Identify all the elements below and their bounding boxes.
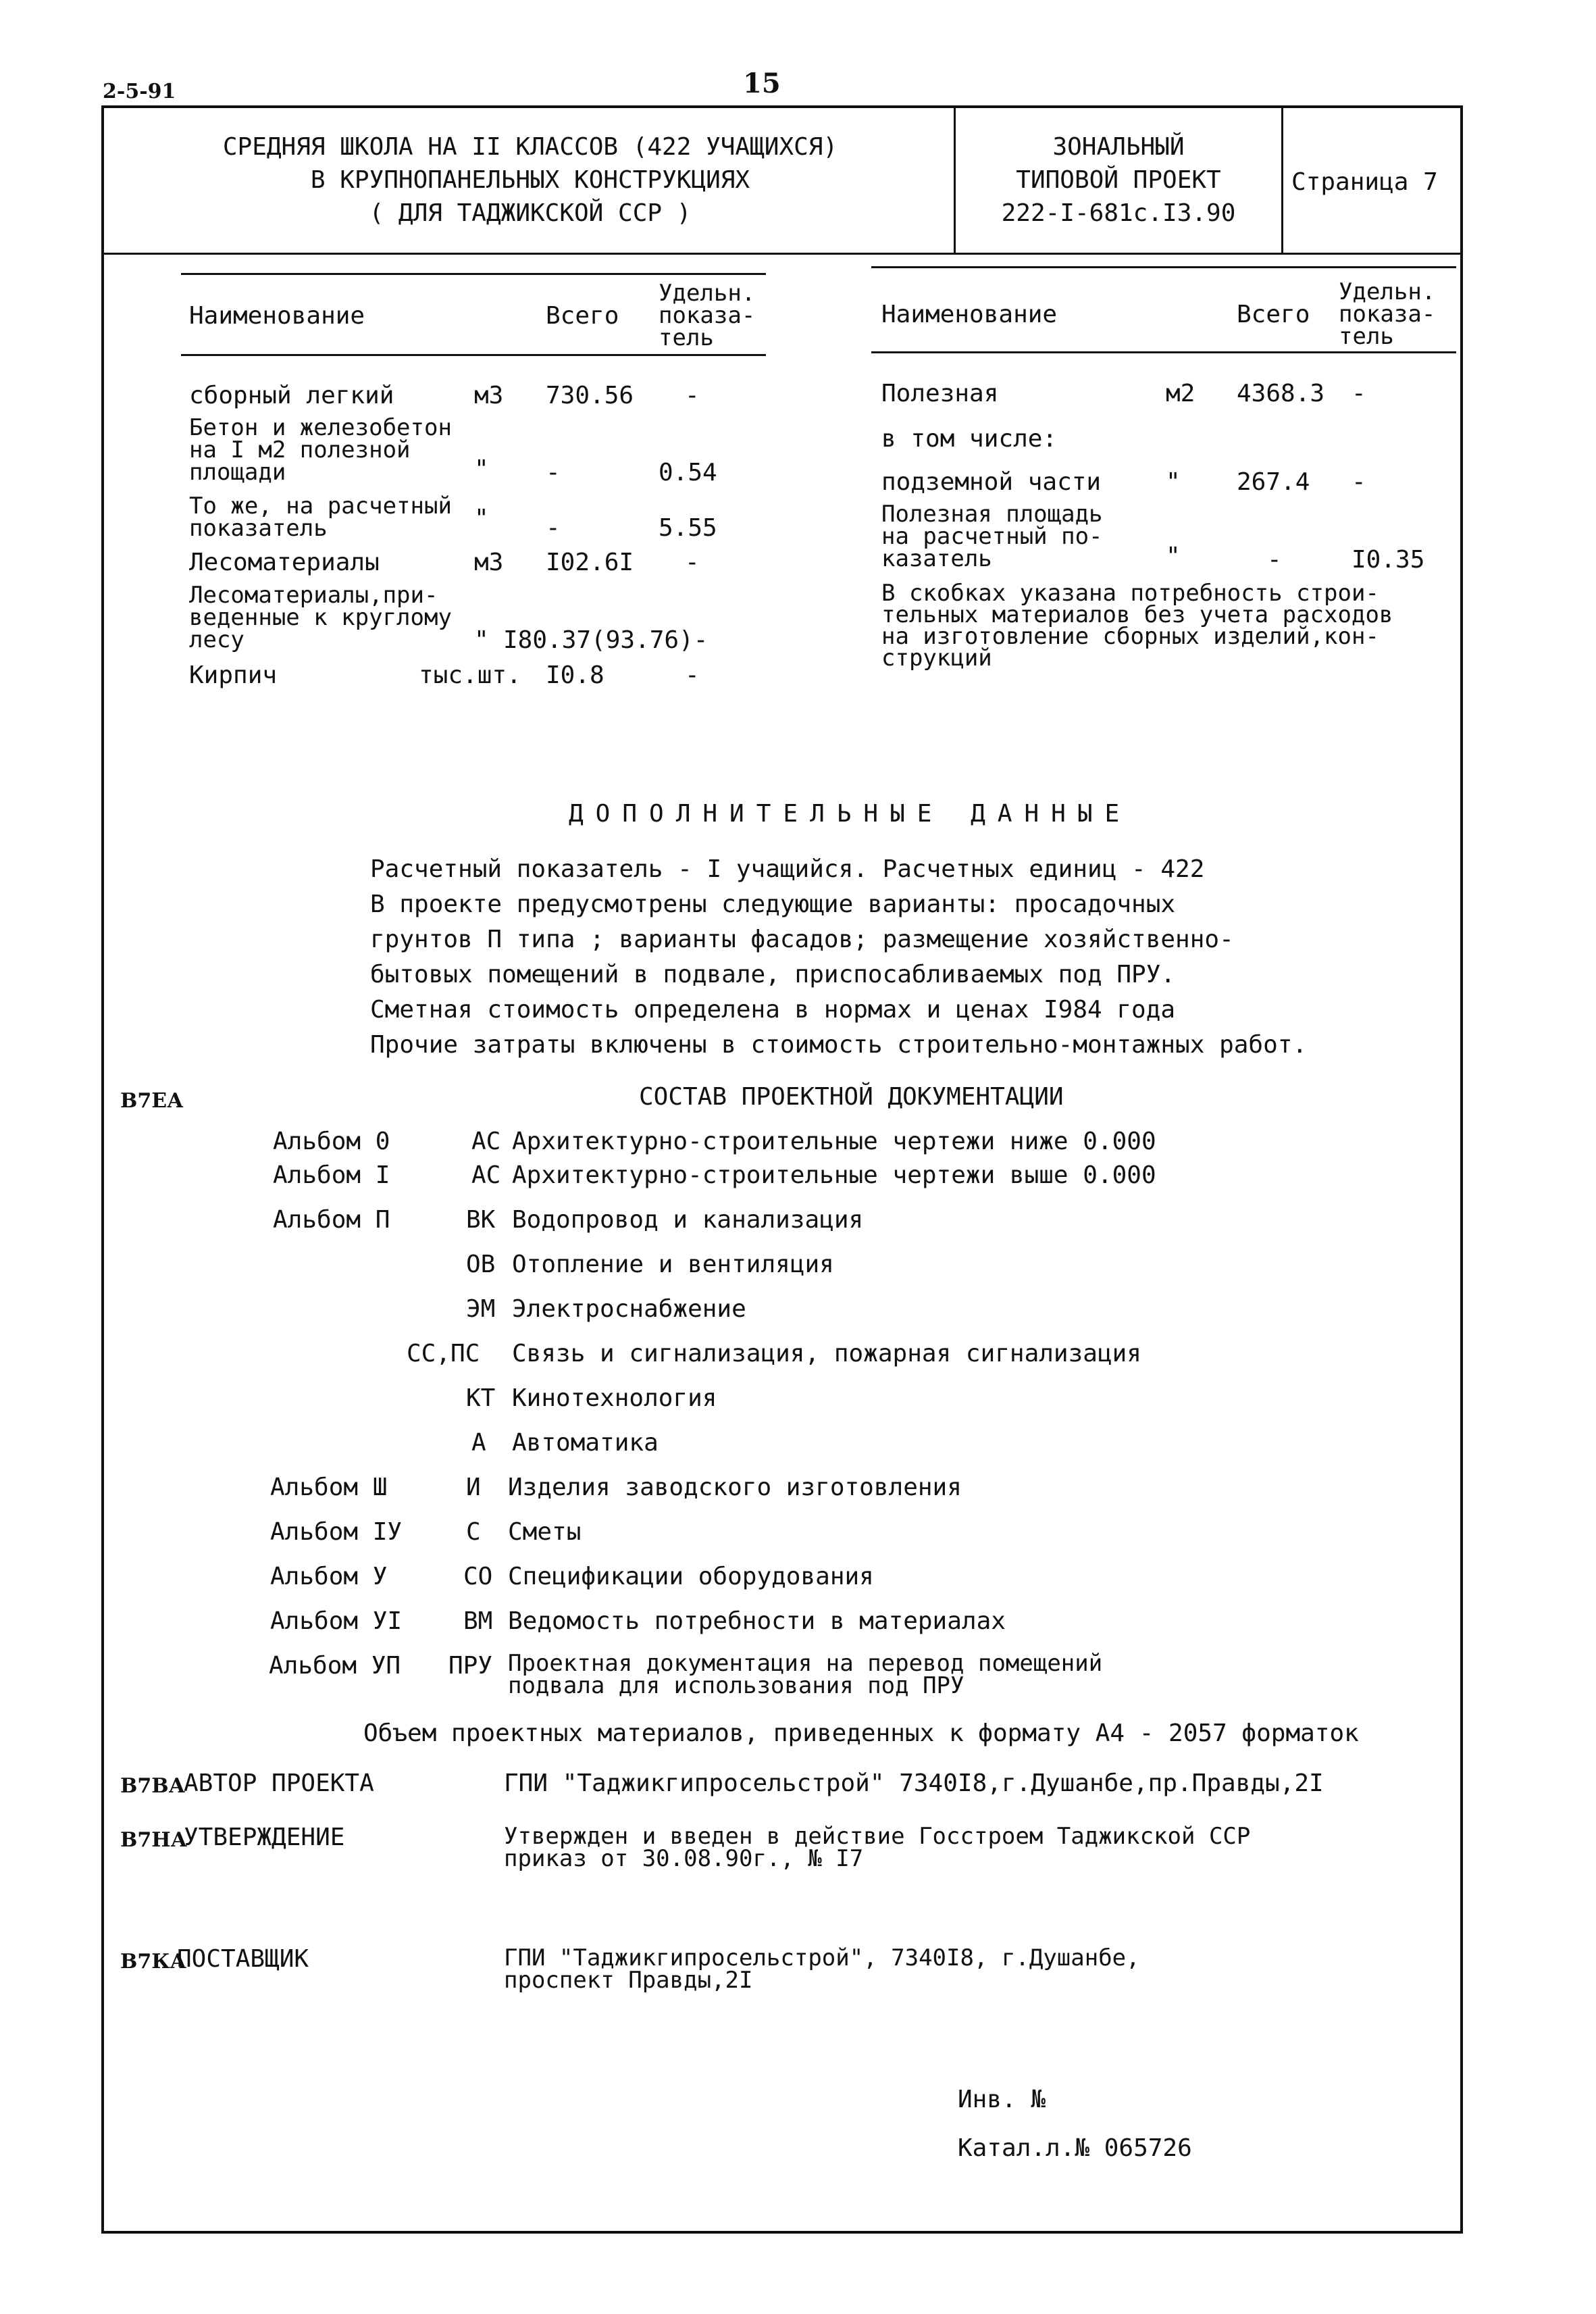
album-label: Альбом У [270,1563,388,1590]
left-row-unit: " [474,455,489,483]
left-table-top-line [181,273,766,275]
left-row-total: 730.56 [546,382,634,409]
right-note-line: струкций [881,645,992,672]
right-row-name: в том числе: [881,425,1058,453]
header-title-line-3: ( ДЛЯ ТАДЖИКСКОЙ ССР ) [369,199,692,227]
right-row-total: - [1267,546,1282,574]
author-code: В7ВА [120,1774,186,1798]
right-col-spec-3: тель [1339,323,1394,350]
right-row-name: казатель [881,545,992,572]
date-code: 2-5-91 [103,80,176,103]
album-mark: А [471,1429,486,1457]
right-col-spec-1: Удельн. [1339,278,1436,305]
left-row-name: веденные к круглому [189,604,452,631]
left-row-total: - [546,514,561,542]
additional-line: Сметная стоимость определена в нормах и ценах I984 года [370,996,1176,1024]
left-row-total: I0.8 [546,661,604,689]
left-row-name: То же, на расчетный [189,493,452,520]
left-row-spec: - [685,661,700,689]
approval-line: Утвержден и введен в действие Госстроем Таджикской ССР [504,1823,1251,1850]
author-text: ГПИ "Таджикгипросельстрой" 7340I8,г.Душанбе,пр.Правды,2I [504,1769,1324,1797]
left-row-name: сборный легкий [189,382,394,409]
left-row-unit: м3 [474,549,504,576]
documentation-code: В7ЕА [120,1089,184,1113]
album-text: Спецификации оборудования [508,1563,874,1590]
album-label: Альбом 0 [273,1128,390,1155]
left-row-name: лесу [189,626,244,653]
approval-label: УТВЕРЖДЕНИЕ [184,1823,345,1851]
left-row-unit: м3 [474,382,504,409]
left-row-name: площади [189,459,286,486]
right-row-spec: - [1352,380,1366,407]
album-text: Архитектурно-строительные чертежи ниже 0.000 [512,1128,1156,1155]
album-text: Водопровод и канализация [512,1206,864,1234]
left-col-spec-2: показа- [659,302,756,329]
left-row-name: Лесоматериалы,при- [189,582,438,609]
right-col-total: Всего [1237,301,1310,328]
right-row-name: Полезная площадь [881,501,1103,528]
album-text: Сметы [508,1518,582,1546]
supplier-code: В7КА [120,1950,186,1973]
album-mark: ЭМ [466,1295,496,1323]
right-row-unit: " [1166,543,1181,570]
supplier-label: ПОСТАВЩИК [177,1945,309,1973]
album-label: Альбом IУ [270,1518,403,1546]
album-mark: И [466,1474,481,1501]
album-mark: ОВ [466,1251,496,1278]
left-row-unit: тыс.шт. [419,661,521,689]
right-row-unit: " [1166,468,1181,496]
album-text: Ведомость потребности в материалах [508,1607,1006,1635]
left-row-unit: " [474,505,489,532]
album-mark: ПРУ [448,1652,493,1680]
header-title-line-2: В КРУПНОПАНЕЛЬНЫХ КОНСТРУКЦИЯХ [310,166,750,194]
approval-code: В7НА [120,1828,188,1852]
album-label: Альбом УI [270,1607,403,1635]
album-label: Альбом Ш [270,1474,388,1501]
additional-line: Расчетный показатель - I учащийся. Расчетных единиц - 422 [370,855,1205,883]
left-col-name: Наименование [189,302,365,330]
left-row-name: на I м2 полезной [189,436,411,463]
inventory-number: Инв. № [958,2086,1046,2113]
album-mark: КТ [466,1384,496,1412]
left-col-spec-3: тель [659,324,714,351]
album-mark: СО [463,1563,493,1590]
album-label: Альбом УП [269,1652,401,1680]
author-label: АВТОР ПРОЕКТА [184,1769,374,1797]
header-project-line-2: ТИПОВОЙ ПРОЕКТ [1016,166,1221,194]
album-text: Архитектурно-строительные чертежи выше 0.000 [512,1161,1156,1189]
right-row-total: 267.4 [1237,468,1310,496]
additional-line: В проекте предусмотрены следующие варианты: просадочных [370,890,1176,918]
right-row-unit: м2 [1166,380,1195,407]
additional-line: грунтов П типа ; варианты фасадов; размещение хозяйственно- [370,926,1234,953]
album-text-continued: подвала для использования под ПРУ [508,1672,964,1699]
left-col-spec-1: Удельн. [659,280,756,307]
header-divider-1 [954,105,956,253]
approval-line: приказ от 30.08.90г., № I7 [504,1845,864,1872]
right-note-line: на изготовление сборных изделий,кон- [881,623,1379,650]
left-row-spec: - [685,549,700,576]
album-text: Электроснабжение [512,1295,746,1323]
header-divider-2 [1281,105,1283,253]
album-label: Альбом I [273,1161,390,1189]
right-col-spec-2: показа- [1339,301,1436,328]
left-row-spec: 0.54 [659,459,717,486]
album-mark: ВК [466,1206,496,1234]
album-text: Кинотехнология [512,1384,717,1412]
right-row-name: Полезная [881,380,999,407]
additional-title: ДОПОЛНИТЕЛЬНЫЕ ДАННЫЕ [569,800,1132,828]
album-mark: С [466,1518,481,1546]
right-table-top-line [871,266,1456,268]
left-row-spec: - [685,382,700,409]
album-mark: СС,ПС [407,1340,480,1367]
album-text: Автоматика [512,1429,659,1457]
left-row-name: Кирпич [189,661,278,689]
album-mark: АС [471,1128,501,1155]
additional-line: бытовых помещений в подвале, приспосабливаемых под ПРУ. [370,961,1176,988]
right-row-total: 4368.3 [1237,380,1325,407]
additional-line: Прочие затраты включены в стоимость строительно-монтажных работ. [370,1031,1308,1059]
right-table-header-line [871,351,1456,353]
right-row-spec: - [1352,468,1366,496]
album-mark: ВМ [463,1607,493,1635]
right-col-name: Наименование [881,301,1058,328]
right-note-line: тельных материалов без учета расходов [881,601,1393,628]
left-row-name: Бетон и железобетон [189,414,452,441]
supplier-line: ГПИ "Таджикгипросельстрой", 7340I8, г.Душанбе, [504,1944,1140,1971]
left-row-total: - [546,459,561,486]
header-bottom-line [101,253,1463,255]
right-row-name: на расчетный по- [881,523,1103,550]
header-project-line-1: ЗОНАЛЬНЫЙ [1052,133,1185,161]
left-row-unit: " [474,626,489,654]
left-row-name: показатель [189,515,328,542]
catalog-number: Катал.л.№ 065726 [958,2134,1192,2162]
header-project-code: 222-I-681с.I3.90 [1001,199,1236,227]
left-row-spec: 5.55 [659,514,717,542]
header-page-label: Страница 7 [1291,168,1438,196]
album-text: Изделия заводского изготовления [508,1474,962,1501]
album-mark: АС [471,1161,501,1189]
left-table-header-line [181,354,766,356]
right-note-line: В скобках указана потребность строи- [881,580,1379,607]
right-row-name: подземной части [881,468,1102,496]
page-number: 15 [743,68,781,99]
header-title-line-1: СРЕДНЯЯ ШКОЛА НА II КЛАССОВ (422 УЧАЩИХСЯ) [222,133,838,161]
album-text: Проектная документация на перевод помещений [508,1650,1103,1677]
left-row-total: I02.6I [546,549,634,576]
album-text: Отопление и вентиляция [512,1251,834,1278]
left-row-name: Лесоматериалы [189,549,380,576]
right-row-spec: I0.35 [1352,546,1425,574]
left-row-total: I80.37(93.76)- [503,626,709,654]
documentation-title: СОСТАВ ПРОЕКТНОЙ ДОКУМЕНТАЦИИ [639,1083,1064,1111]
album-text: Связь и сигнализация, пожарная сигнализация [512,1340,1141,1367]
album-label: Альбом П [273,1206,390,1234]
documentation-volume: Объем проектных материалов, приведенных к формату А4 - 2057 форматок [363,1719,1359,1747]
left-col-total: Всего [546,302,619,330]
supplier-line: проспект Правды,2I [504,1967,753,1994]
